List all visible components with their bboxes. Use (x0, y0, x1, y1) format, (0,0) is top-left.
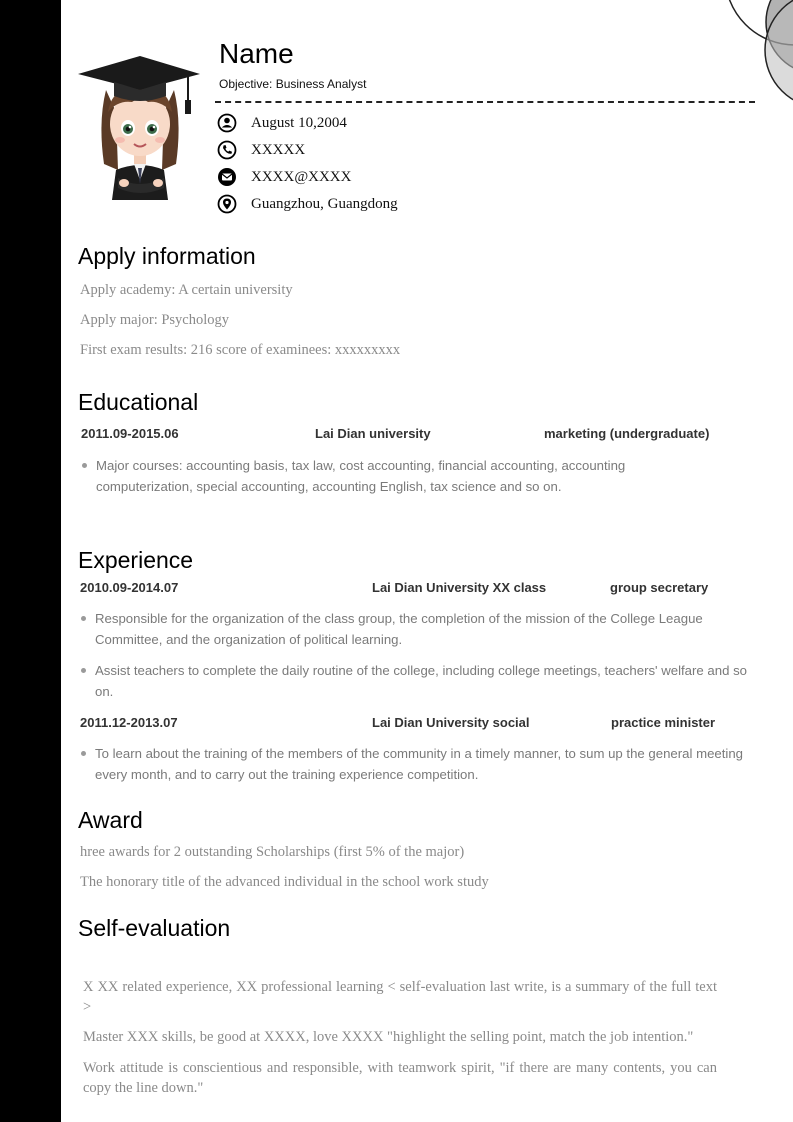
experience-2-date: 2011.12-2013.07 (80, 715, 178, 730)
user-icon (217, 113, 237, 133)
award-heading: Award (78, 807, 143, 833)
location-text: Guangzhou, Guangdong (251, 196, 398, 212)
mail-icon (217, 167, 237, 187)
job-objective: Objective: Business Analyst (219, 77, 367, 91)
apply-academy: Apply academy: A certain university (80, 282, 293, 298)
experience-1-org: Lai Dian University XX class (372, 580, 547, 595)
self-evaluation-heading: Self-evaluation (78, 915, 231, 941)
experience-2-org: Lai Dian University social (372, 715, 530, 730)
apply-exam: First exam results: 216 score of examinees: xxxxxxxxx (80, 342, 401, 358)
header-divider (215, 101, 755, 103)
self-evaluation-item-1: X XX related experience, XX professional learning < self-evaluation last write, is a summary of the full text > (83, 979, 717, 1015)
self-evaluation-clip (83, 1058, 723, 1096)
contact-email (217, 167, 517, 187)
contact-birthdate (217, 113, 517, 133)
email-text: XXXX@XXXX (251, 169, 352, 185)
experience-1-date: 2010.09-2014.07 (80, 580, 179, 595)
self-evaluation-item-2: Master XXX skills, be good at XXXX, love XXXX "highlight the selling point, match the job intention." (83, 1029, 694, 1045)
experience-2-role: practice minister (611, 715, 716, 730)
education-heading: Educational (78, 389, 199, 415)
experience-1-bullet-1: Responsible for the organization of the class group, the completion of the mission of the College League Committee, and the organization of political learning. (95, 608, 755, 650)
award-item-1: hree awards for 2 outstanding Scholarships (first 5% of the major) (80, 844, 465, 860)
phone-text: XXXXX (251, 142, 306, 158)
contact-location (217, 194, 517, 214)
apply-heading: Apply information (78, 243, 256, 269)
phone-icon (217, 140, 237, 160)
experience-1-role: group secretary (610, 580, 709, 595)
experience-2-bullet-1: To learn about the training of the members of the community in a timely manner, to sum up the general meeting every month, and to carry out the training experience competition. (95, 743, 755, 785)
education-school: Lai Dian university (315, 426, 431, 441)
experience-1-bullet-2: Assist teachers to complete the daily routine of the college, including college meetings, teachers' welfare and so on. (95, 660, 755, 702)
education-major: marketing (undergraduate) (544, 426, 710, 441)
education-date: 2011.09-2015.06 (81, 426, 179, 441)
education-courses: Major courses: accounting basis, tax law, cost accounting, financial accounting, accounting computerization, special accounting, accounting English, tax science and so on. (96, 455, 656, 497)
candidate-name: Name (219, 38, 294, 69)
award-item-2: The honorary title of the advanced individual in the school work study (80, 874, 489, 890)
left-sidebar-bar (0, 0, 61, 1122)
birthdate-text: August 10,2004 (251, 115, 347, 131)
experience-heading: Experience (78, 547, 194, 573)
contact-phone (217, 140, 517, 160)
avatar (78, 52, 202, 202)
apply-major: Apply major: Psychology (80, 312, 230, 328)
self-evaluation-item-3: Work attitude is conscientious and responsible, with teamwork spirit, "if there are many contents, you can copy the line down." (83, 1060, 717, 1096)
location-icon (217, 194, 237, 214)
